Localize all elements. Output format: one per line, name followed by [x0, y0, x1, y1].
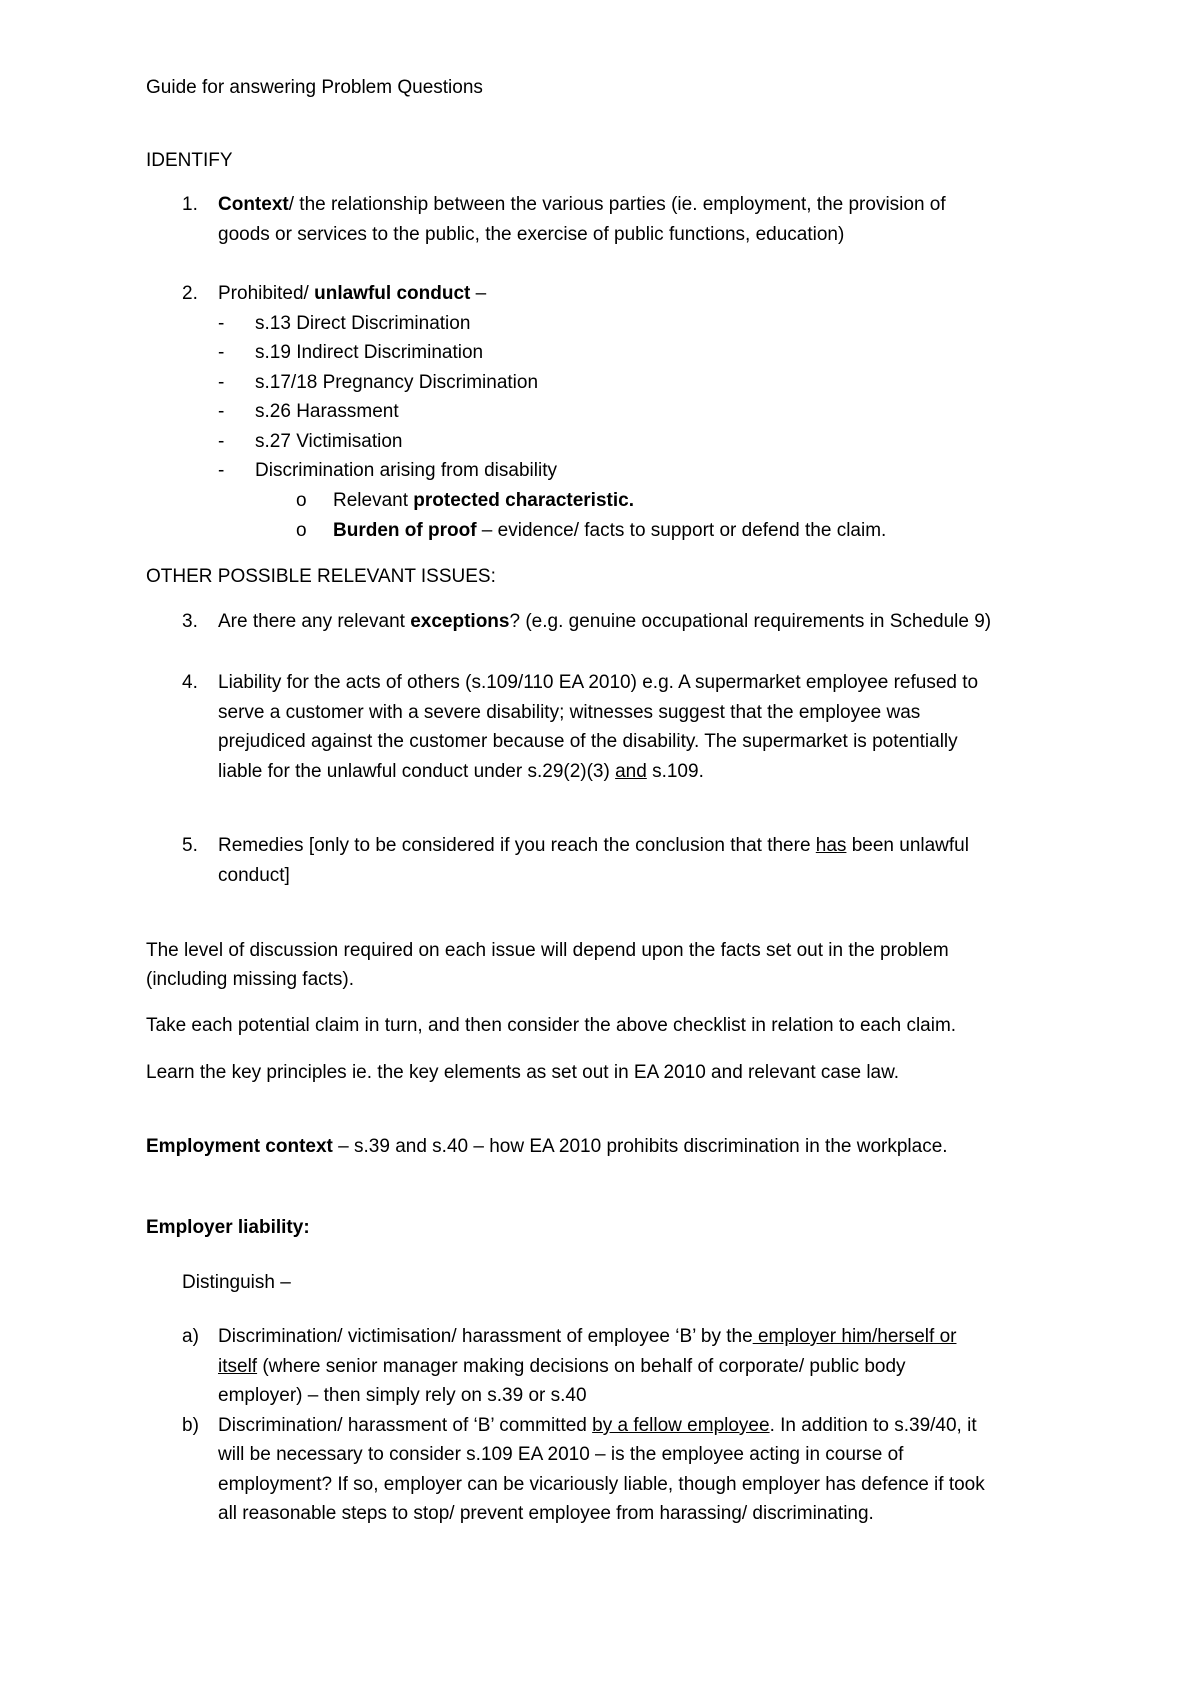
- item-5-number: 5.: [182, 835, 198, 856]
- subitem-3: s.17/18 Pregnancy Discrimination: [255, 372, 539, 393]
- item-4-line-4-pre: liable for the unlawful conduct under s.29(2)(3): [218, 761, 616, 782]
- item-b-line-4: all reasonable steps to stop/ prevent employee from harassing/ discriminating.: [218, 1503, 874, 1524]
- item-a-line-1-underlined: employer him/herself or: [752, 1326, 957, 1347]
- item-b-label: b): [182, 1415, 199, 1436]
- employment-context-bold: Employment context: [146, 1136, 333, 1157]
- item-4-number: 4.: [182, 672, 198, 693]
- item-2-number: 2.: [182, 283, 198, 304]
- item-3-line: [218, 607, 991, 637]
- item-1-bold: Context: [218, 194, 289, 215]
- item-4-line-4: [218, 757, 704, 787]
- employer-liability-heading-text: Employer liability:: [146, 1217, 310, 1238]
- subitem-6: Discrimination arising from disability: [255, 460, 557, 481]
- item-b-line-1-underlined: by a fellow employee: [592, 1415, 770, 1436]
- item-b-line-1-pre: Discrimination/ harassment of ‘B’ committed: [218, 1415, 593, 1436]
- item-3-pre: Are there any relevant: [218, 611, 411, 632]
- item-5-line-1-pre: Remedies [only to be considered if you reach the conclusion that there: [218, 835, 816, 856]
- other-heading: OTHER POSSIBLE RELEVANT ISSUES:: [146, 566, 496, 587]
- dash-5: -: [218, 431, 225, 452]
- item-5-line-1: [218, 831, 969, 861]
- subitem-1: s.13 Direct Discrimination: [255, 313, 471, 334]
- item-b-line-3: employment? If so, employer can be vicariously liable, though employer has defence if took: [218, 1474, 985, 1495]
- bullet-1-text: [333, 486, 634, 516]
- item-a-label: a): [182, 1326, 199, 1347]
- item-b-line-1: [218, 1411, 977, 1441]
- dash-4: -: [218, 401, 225, 422]
- employment-context-text: – s.39 and s.40 – how EA 2010 prohibits discrimination in the workplace.: [332, 1136, 948, 1157]
- item-4-line-4-underlined: and: [615, 761, 647, 782]
- item-1-text: / the relationship between the various parties (ie. employment, the provision of: [288, 194, 946, 215]
- item-a-line-1: [218, 1322, 956, 1352]
- item-a-line-2-underlined: itself: [218, 1356, 258, 1377]
- item-5-line-2: conduct]: [218, 865, 290, 886]
- item-a-line-3: employer) – then simply rely on s.39 or s.40: [218, 1385, 587, 1406]
- item-2-pre: Prohibited/: [218, 283, 315, 304]
- bullet-1-pre: Relevant: [333, 490, 414, 511]
- item-a-line-2: [218, 1352, 906, 1382]
- subitem-5: s.27 Victimisation: [255, 431, 403, 452]
- item-3-number: 3.: [182, 611, 198, 632]
- dash-1: -: [218, 313, 225, 334]
- item-4-line-2: serve a customer with a severe disability; witnesses suggest that the employee was: [218, 702, 921, 723]
- item-4-line-4-post: s.109.: [646, 761, 704, 782]
- bullet-2-post: – evidence/ facts to support or defend the claim.: [476, 520, 887, 541]
- employer-liability-heading: [146, 1213, 310, 1243]
- item-1-number: 1.: [182, 194, 198, 215]
- item-1-line-2: goods or services to the public, the exercise of public functions, education): [218, 224, 845, 245]
- subitem-4: s.26 Harassment: [255, 401, 399, 422]
- item-4-line-3: prejudiced against the customer because of the disability. The supermarket is potentially: [218, 731, 958, 752]
- distinguish-label: Distinguish –: [182, 1272, 291, 1293]
- item-a-line-1-pre: Discrimination/ victimisation/ harassment of employee ‘B’ by the: [218, 1326, 753, 1347]
- item-2-post: –: [470, 283, 487, 304]
- subitem-2: s.19 Indirect Discrimination: [255, 342, 484, 363]
- employment-context: [146, 1132, 948, 1162]
- dash-3: -: [218, 372, 225, 393]
- item-b-line-1-post: . In addition to s.39/40, it: [769, 1415, 977, 1436]
- bullet-2-text: [333, 516, 886, 546]
- dash-2: -: [218, 342, 225, 363]
- bullet-2: o: [296, 520, 307, 541]
- identify-heading: IDENTIFY: [146, 150, 233, 171]
- item-1-line-1: [218, 190, 946, 220]
- item-2-line: [218, 279, 486, 309]
- bullet-2-bold: Burden of proof: [333, 520, 477, 541]
- item-4-line-1: Liability for the acts of others (s.109/110 EA 2010) e.g. A supermarket employee refused to: [218, 672, 979, 693]
- item-2-bold: unlawful conduct: [314, 283, 471, 304]
- item-b-line-2: will be necessary to consider s.109 EA 2010 – is the employee acting in course of: [218, 1444, 904, 1465]
- document-title: Guide for answering Problem Questions: [146, 77, 483, 98]
- paragraph-1-line-1: The level of discussion required on each issue will depend upon the facts set out in the problem: [146, 940, 949, 961]
- item-5-line-1-post: been unlawful: [846, 835, 969, 856]
- item-a-line-2-post: (where senior manager making decisions on behalf of corporate/ public body: [257, 1356, 906, 1377]
- bullet-1: o: [296, 490, 307, 511]
- paragraph-3: Learn the key principles ie. the key elements as set out in EA 2010 and relevant case law.: [146, 1062, 900, 1083]
- item-3-bold: exceptions: [410, 611, 510, 632]
- paragraph-1-line-2: (including missing facts).: [146, 969, 355, 990]
- item-3-post: ? (e.g. genuine occupational requirements in Schedule 9): [509, 611, 992, 632]
- item-5-line-1-underlined: has: [815, 835, 847, 856]
- paragraph-2: Take each potential claim in turn, and then consider the above checklist in relation to each claim.: [146, 1015, 957, 1036]
- dash-6: -: [218, 460, 225, 481]
- bullet-1-bold: protected characteristic.: [413, 490, 634, 511]
